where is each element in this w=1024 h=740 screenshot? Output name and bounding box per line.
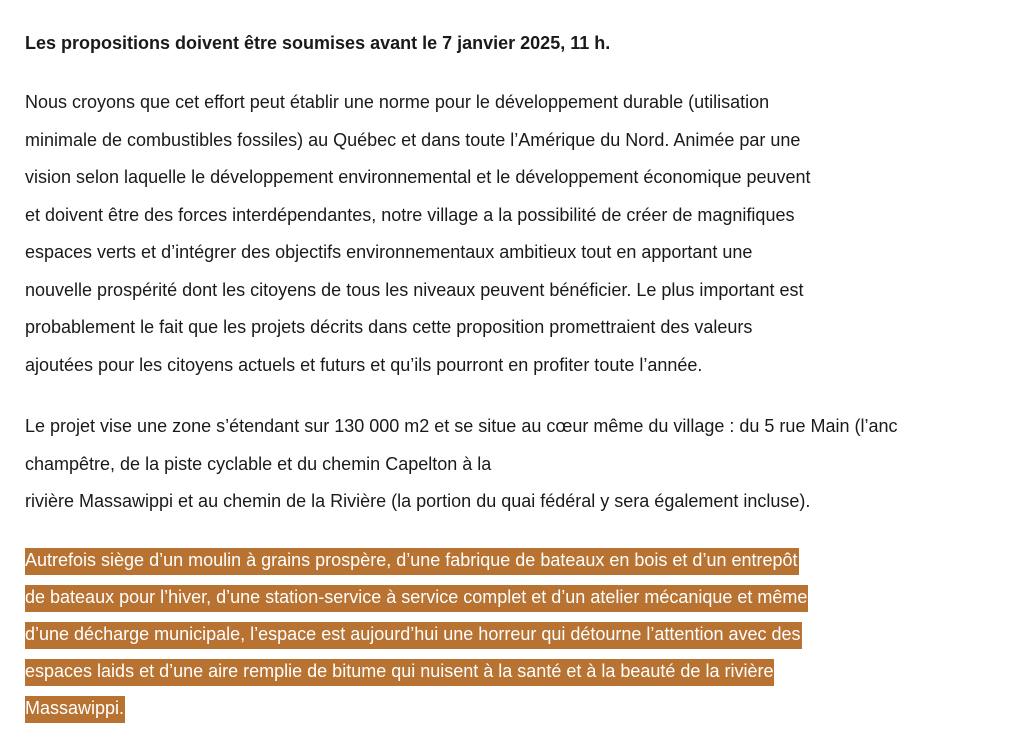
- paragraph-line: espaces verts et d’intégrer des objectifs environnementaux ambitieux tout en apportant une: [25, 242, 753, 262]
- paragraph-history-highlighted[interactable]: [25, 542, 808, 727]
- paragraph-line: rivière Massawippi et au chemin de la Rivière (la portion du quai fédéral y sera également incluse).: [25, 491, 811, 511]
- paragraph-line: nouvelle prospérité dont les citoyens de tous les niveaux peuvent bénéficier. Le plus important est: [25, 279, 804, 300]
- paragraph-line: Nous croyons que cet effort peut établir une norme pour le développement durable (utilisation: [25, 92, 770, 112]
- paragraph-line: vision selon laquelle le développement environnemental et le développement économique peuvent: [25, 167, 811, 187]
- paragraph-project-zone: [25, 408, 897, 521]
- deadline-notice: Les propositions doivent être soumises avant le 7 janvier 2025, 11 h.: [25, 33, 611, 53]
- paragraph-vision: [25, 84, 811, 384]
- highlighted-line[interactable]: espaces laids et d’une aire remplie de bitume qui nuisent à la santé et à la beauté de la rivière: [25, 659, 774, 686]
- paragraph-line: ajoutées pour les citoyens actuels et futurs et qu’ils pourront en profiter toute l’année.: [25, 354, 703, 375]
- highlighted-line[interactable]: de bateaux pour l’hiver, d’une station-service à service complet et d’un atelier mécanique et même: [25, 585, 808, 612]
- highlighted-line[interactable]: d’une décharge municipale, l’espace est aujourd’hui une horreur qui détourne l’attention avec des: [25, 622, 802, 649]
- paragraph-line: champêtre, de la piste cyclable et du chemin Capelton à la: [25, 453, 492, 474]
- paragraph-line: Le projet vise une zone s’étendant sur 130 000 m2 et se situe au cœur même du village : du 5 rue Main (l’anc: [25, 416, 898, 436]
- paragraph-line: et doivent être des forces interdépendantes, notre village a la possibilité de créer de magnifiques: [25, 204, 795, 225]
- paragraph-line: probablement le fait que les projets décrits dans cette proposition promettraient des valeurs: [25, 317, 753, 337]
- highlighted-line[interactable]: Massawippi.: [25, 696, 125, 723]
- paragraph-line: minimale de combustibles fossiles) au Québec et dans toute l’Amérique du Nord. Animée par une: [25, 129, 801, 150]
- highlighted-line[interactable]: Autrefois siège d’un moulin à grains prospère, d’une fabrique de bateaux en bois et d’un entrepôt: [25, 548, 799, 575]
